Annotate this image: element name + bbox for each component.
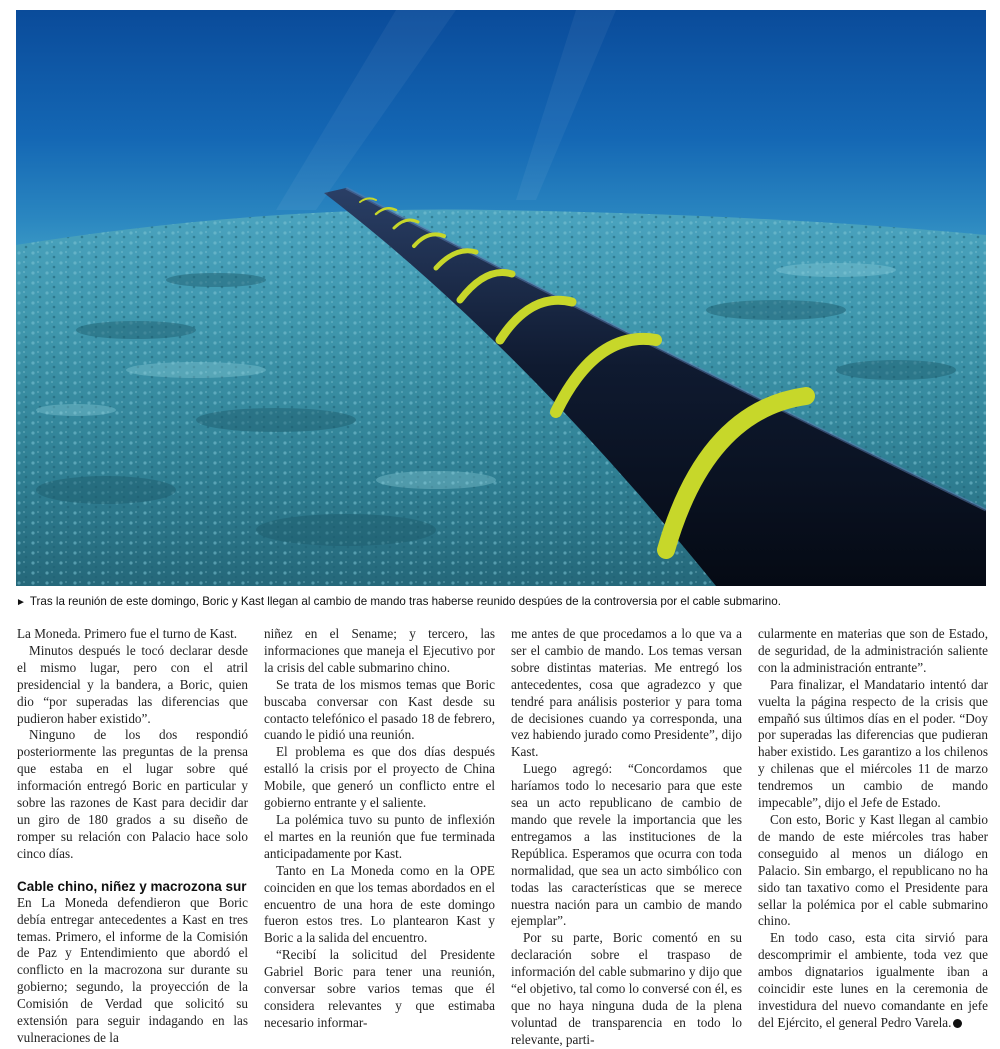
paragraph: Por su parte, Boric comentó en su declaración sobre el traspaso de información del cable submarino y dijo que “el objetivo, tal como lo conversé con él, es que no haya ninguna duda de la plena voluntad de transparencia en todo lo relevante, parti- xyxy=(511,930,742,1047)
paragraph: En todo caso, esta cita sirvió para descomprimir el ambiente, toda vez que ambos dignatarios igualmente iban a coincidir este lunes en la ceremonia de investidura del nuevo comandante en jefe del Ejército, el general Pedro Varela. xyxy=(758,930,988,1030)
submarine-cable-illustration xyxy=(16,10,986,586)
paragraph: cularmente en materias que son de Estado, de seguridad, de la administración saliente con la administración entrante”. xyxy=(758,626,988,675)
paragraph: “Recibí la solicitud del Presidente Gabriel Boric para tener una reunión, conversar sobre varios temas que él considera relevantes y que estimaba necesario informar- xyxy=(264,947,495,1030)
paragraph: me antes de que procedamos a lo que va a ser el cambio de mando. Los temas versan sobre distintas materias. Me entregó los antecedentes, cosa que agradezco y que tendré para análisis posterior y para toma de decisiones cuando ya corresponda, una vez habiendo jurado como Presidente”, dijo Kast. xyxy=(511,626,742,760)
article-column-3 xyxy=(511,626,742,1049)
caption-arrow-icon: ► xyxy=(16,597,26,608)
article-photo-submarine-cable xyxy=(16,10,986,586)
paragraph: La Moneda. Primero fue el turno de Kast. xyxy=(17,626,238,641)
section-subheading: Cable chino, niñez y macrozona sur xyxy=(17,878,247,894)
article-column-4 xyxy=(758,626,988,1032)
paragraph: Luego agregó: “Concordamos que haríamos todo lo necesario para que este sea un acto republicano de cambio de mando que revele la importancia que les entregamos a las instituciones de la República. Esperamos que ocurra con toda normalidad, que sea un acto simbólico con todas las características que se merece nuestra nación para un cambio de mando ejemplar”. xyxy=(511,761,742,929)
paragraph: niñez en el Sename; y tercero, las informaciones que maneja el Ejecutivo por la crisis del cable submarino chino. xyxy=(264,626,495,675)
paragraph: Se trata de los mismos temas que Boric buscaba conversar con Kast desde su contacto telefónico el pasado 18 de febrero, cuando le pidió una reunión. xyxy=(264,676,495,743)
paragraph: Con esto, Boric y Kast llegan al cambio de mando de este miércoles tras haber conseguido al menos un diálogo en Palacio. Sin embargo, el republicano no ha sido tan taxativo como el Presidente para sellar la polémica por el cable submarino chino. xyxy=(758,811,988,929)
paragraph: La polémica tuvo su punto de inflexión el martes en la reunión que fue terminada anticipadamente por Kast. xyxy=(264,811,495,861)
paragraph-final xyxy=(758,930,988,1031)
photo-caption xyxy=(16,594,986,611)
article-column-1 xyxy=(17,626,248,1047)
paragraph: Para finalizar, el Mandatario intentó dar vuelta la página respecto de la crisis que empañó sus últimos días en el poder. “Doy por superadas las diferencias que pudieran haber existido. Les garantizo a los chilenos y chilenas que el miércoles 11 de marzo tendremos un cambio de mando impecable”, dijo el Jefe de Estado. xyxy=(758,676,988,811)
end-of-article-icon xyxy=(953,1019,962,1028)
paragraph: Ninguno de los dos respondió posteriormente las preguntas de la prensa que estaba en el lugar sobre qué información entregó Boric en particular y sobre las razones de Kast para decidir dar un giro de 180 grados a su diseño de romper su relación con Palacio hace solo cinco días. xyxy=(17,727,248,861)
paragraph: El problema es que dos días después estalló la crisis por el proyecto de China Mobile, que generó un conflicto entre el gobierno entrante y el saliente. xyxy=(264,744,495,811)
article-column-2 xyxy=(264,626,495,1032)
caption-text: Tras la reunión de este domingo, Boric y Kast llegan al cambio de mando tras haberse reunido despúes de la controversia por el cable submarino. xyxy=(29,595,781,608)
paragraph: En La Moneda defendieron que Boric debía entregar antecedentes a Kast en tres temas. Primero, el informe de la Comisión de Paz y Entendimiento que abordó el conflicto en la macrozona sur durante su gobierno; segundo, la proyección de la Comisión de Verdad que solicitó su extensión para seguir indagando en las vulneraciones de la xyxy=(17,894,248,1045)
paragraph: Minutos después le tocó declarar desde el mismo lugar, pero con el atril presidencial y la bandera, a Boric, quien dio “por superadas las diferencias que pudieron haber existido”. xyxy=(17,642,248,726)
paragraph: Tanto en La Moneda como en la OPE coinciden en que los temas abordados en el encuentro de una hora de este domingo fueron estos tres. Lo plantearon Kast y Boric a la salida del encuentro. xyxy=(264,862,495,946)
